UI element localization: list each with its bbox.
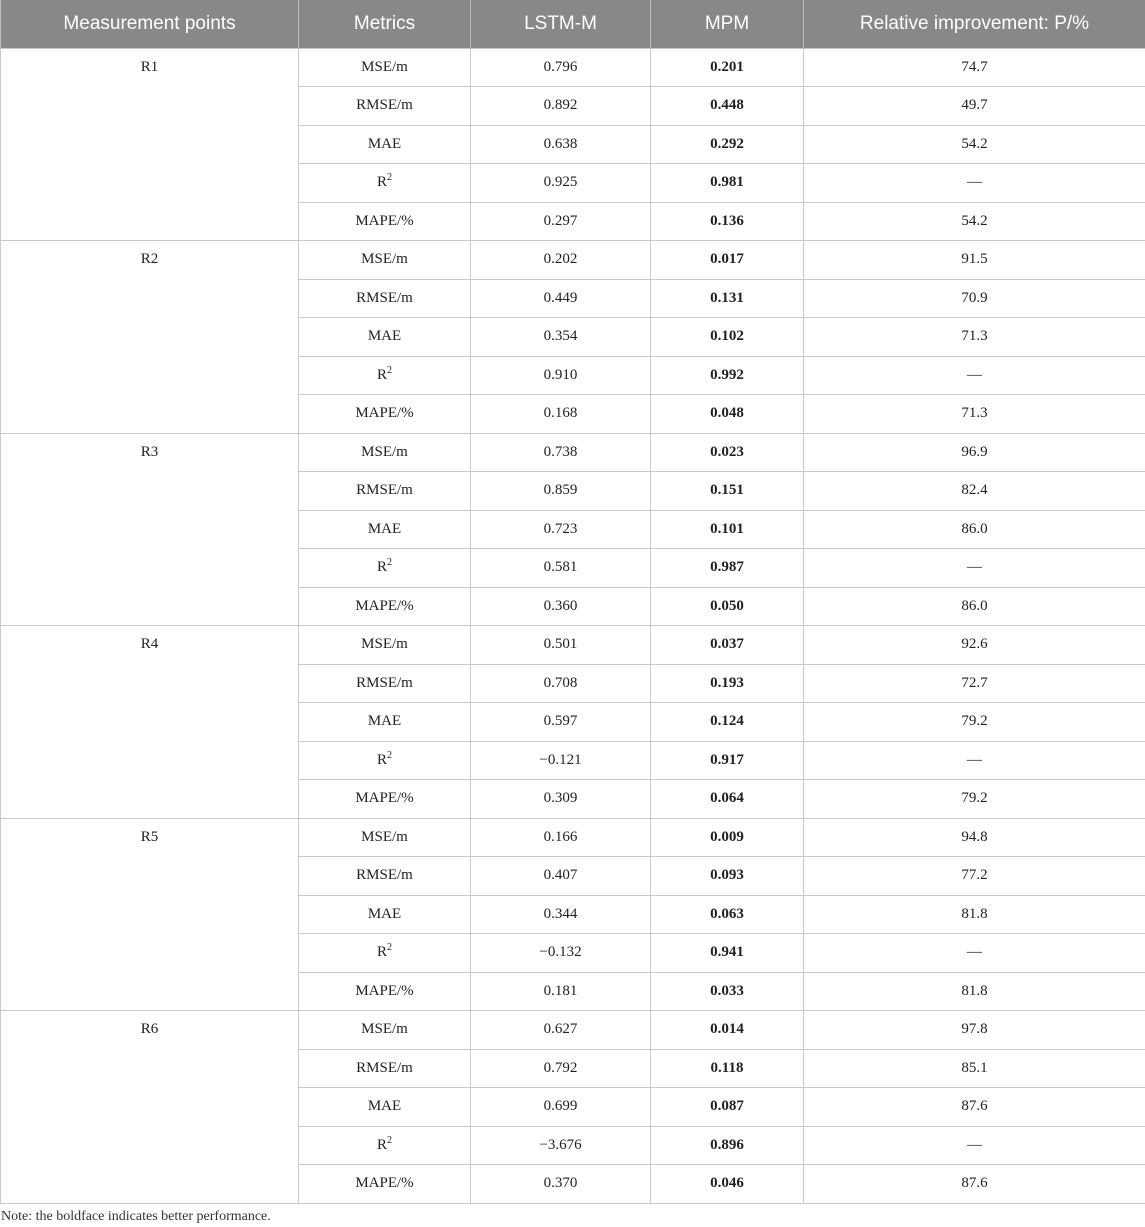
improvement-value-cell: 96.9 bbox=[804, 433, 1145, 472]
lstm-m-value-cell: 0.597 bbox=[471, 703, 651, 742]
metric-cell bbox=[299, 164, 471, 203]
metric-label: R bbox=[376, 751, 387, 768]
mpm-value-cell: 0.131 bbox=[651, 279, 804, 318]
measurement-point-cell: R2 bbox=[1, 241, 299, 434]
lstm-m-value-cell: 0.449 bbox=[471, 279, 651, 318]
improvement-value-cell: 70.9 bbox=[804, 279, 1145, 318]
metric-label: MAE bbox=[367, 520, 402, 537]
metric-cell bbox=[299, 510, 471, 549]
metric-cell bbox=[299, 1165, 471, 1204]
metric-label: R bbox=[376, 366, 387, 383]
metric-superscript: 2 bbox=[387, 364, 392, 376]
mpm-value-cell: 0.981 bbox=[651, 164, 804, 203]
mpm-value-cell: 0.050 bbox=[651, 587, 804, 626]
metric-cell bbox=[299, 549, 471, 588]
mpm-value-cell: 0.292 bbox=[651, 125, 804, 164]
improvement-value-cell: 77.2 bbox=[804, 857, 1145, 896]
metric-label: RMSE/m bbox=[356, 867, 413, 884]
metric-cell bbox=[299, 472, 471, 511]
metric-label: MAPE/% bbox=[355, 405, 414, 422]
lstm-m-value-cell: 0.892 bbox=[471, 87, 651, 126]
mpm-value-cell: 0.101 bbox=[651, 510, 804, 549]
metric-cell bbox=[299, 895, 471, 934]
lstm-m-value-cell: 0.309 bbox=[471, 780, 651, 819]
lstm-m-value-cell: 0.370 bbox=[471, 1165, 651, 1204]
header-mpm: MPM bbox=[651, 0, 804, 48]
table-row bbox=[1, 818, 1145, 857]
table-row bbox=[1, 433, 1145, 472]
metric-label: MAPE/% bbox=[355, 597, 414, 614]
header-row bbox=[1, 0, 1145, 48]
mpm-value-cell: 0.917 bbox=[651, 741, 804, 780]
improvement-value-cell: 81.8 bbox=[804, 895, 1145, 934]
lstm-m-value-cell: 0.501 bbox=[471, 626, 651, 665]
improvement-value-cell: 71.3 bbox=[804, 395, 1145, 434]
lstm-m-value-cell: 0.910 bbox=[471, 356, 651, 395]
improvement-value-cell: — bbox=[804, 934, 1145, 973]
lstm-m-value-cell: −0.132 bbox=[471, 934, 651, 973]
metric-cell bbox=[299, 241, 471, 280]
mpm-value-cell: 0.017 bbox=[651, 241, 804, 280]
metric-cell bbox=[299, 1126, 471, 1165]
mpm-value-cell: 0.987 bbox=[651, 549, 804, 588]
lstm-m-value-cell: −3.676 bbox=[471, 1126, 651, 1165]
measurement-point-cell: R6 bbox=[1, 1011, 299, 1204]
metric-superscript: 2 bbox=[387, 942, 392, 954]
mpm-value-cell: 0.193 bbox=[651, 664, 804, 703]
improvement-value-cell: 82.4 bbox=[804, 472, 1145, 511]
metric-label: MAPE/% bbox=[355, 212, 414, 229]
metric-cell bbox=[299, 1088, 471, 1127]
metric-label: MAE bbox=[367, 1098, 402, 1115]
improvement-value-cell: — bbox=[804, 356, 1145, 395]
improvement-value-cell: 91.5 bbox=[804, 241, 1145, 280]
lstm-m-value-cell: −0.121 bbox=[471, 741, 651, 780]
mpm-value-cell: 0.046 bbox=[651, 1165, 804, 1204]
metric-label: MAPE/% bbox=[355, 1175, 414, 1192]
metric-cell bbox=[299, 356, 471, 395]
improvement-value-cell: 71.3 bbox=[804, 318, 1145, 357]
mpm-value-cell: 0.992 bbox=[651, 356, 804, 395]
table-body bbox=[1, 48, 1145, 1203]
metric-label: RMSE/m bbox=[356, 289, 413, 306]
improvement-value-cell: 81.8 bbox=[804, 972, 1145, 1011]
metric-superscript: 2 bbox=[387, 172, 392, 184]
improvement-value-cell: 97.8 bbox=[804, 1011, 1145, 1050]
lstm-m-value-cell: 0.166 bbox=[471, 818, 651, 857]
metric-cell bbox=[299, 741, 471, 780]
mpm-value-cell: 0.064 bbox=[651, 780, 804, 819]
metric-cell bbox=[299, 395, 471, 434]
improvement-value-cell: 74.7 bbox=[804, 48, 1145, 87]
lstm-m-value-cell: 0.708 bbox=[471, 664, 651, 703]
lstm-m-value-cell: 0.360 bbox=[471, 587, 651, 626]
improvement-value-cell: — bbox=[804, 164, 1145, 203]
improvement-value-cell: 79.2 bbox=[804, 780, 1145, 819]
metric-label: RMSE/m bbox=[356, 482, 413, 499]
metric-label: MSE/m bbox=[361, 636, 408, 653]
table-row bbox=[1, 626, 1145, 665]
mpm-value-cell: 0.087 bbox=[651, 1088, 804, 1127]
metric-cell bbox=[299, 87, 471, 126]
mpm-value-cell: 0.151 bbox=[651, 472, 804, 511]
lstm-m-value-cell: 0.344 bbox=[471, 895, 651, 934]
table-row bbox=[1, 241, 1145, 280]
metric-label: R bbox=[376, 559, 387, 576]
mpm-value-cell: 0.896 bbox=[651, 1126, 804, 1165]
lstm-m-value-cell: 0.796 bbox=[471, 48, 651, 87]
lstm-m-value-cell: 0.699 bbox=[471, 1088, 651, 1127]
metric-label: MSE/m bbox=[361, 1021, 408, 1038]
improvement-value-cell: 92.6 bbox=[804, 626, 1145, 665]
metric-label: RMSE/m bbox=[356, 674, 413, 691]
mpm-value-cell: 0.048 bbox=[651, 395, 804, 434]
lstm-m-value-cell: 0.407 bbox=[471, 857, 651, 896]
mpm-value-cell: 0.009 bbox=[651, 818, 804, 857]
metric-label: MAE bbox=[367, 135, 402, 152]
lstm-m-value-cell: 0.638 bbox=[471, 125, 651, 164]
header-lstm-m: LSTM-M bbox=[471, 0, 651, 48]
lstm-m-value-cell: 0.202 bbox=[471, 241, 651, 280]
metric-cell bbox=[299, 318, 471, 357]
mpm-value-cell: 0.102 bbox=[651, 318, 804, 357]
metric-label: MAE bbox=[367, 328, 402, 345]
metric-cell bbox=[299, 1049, 471, 1088]
metric-cell bbox=[299, 664, 471, 703]
measurement-point-cell: R5 bbox=[1, 818, 299, 1011]
measurement-point-cell: R1 bbox=[1, 48, 299, 241]
improvement-value-cell: 79.2 bbox=[804, 703, 1145, 742]
lstm-m-value-cell: 0.738 bbox=[471, 433, 651, 472]
mpm-value-cell: 0.093 bbox=[651, 857, 804, 896]
mpm-value-cell: 0.023 bbox=[651, 433, 804, 472]
lstm-m-value-cell: 0.925 bbox=[471, 164, 651, 203]
improvement-value-cell: 86.0 bbox=[804, 510, 1145, 549]
mpm-value-cell: 0.063 bbox=[651, 895, 804, 934]
mpm-value-cell: 0.136 bbox=[651, 202, 804, 241]
metric-cell bbox=[299, 972, 471, 1011]
header-metrics: Metrics bbox=[299, 0, 471, 48]
metric-cell bbox=[299, 818, 471, 857]
improvement-value-cell: — bbox=[804, 741, 1145, 780]
metric-cell bbox=[299, 125, 471, 164]
metric-label: RMSE/m bbox=[356, 1059, 413, 1076]
metric-label: MAPE/% bbox=[355, 982, 414, 999]
metric-cell bbox=[299, 626, 471, 665]
mpm-value-cell: 0.124 bbox=[651, 703, 804, 742]
mpm-value-cell: 0.118 bbox=[651, 1049, 804, 1088]
metric-label: MAPE/% bbox=[355, 790, 414, 807]
metric-label: R bbox=[376, 174, 387, 191]
metric-label: MAE bbox=[367, 905, 402, 922]
metric-label: RMSE/m bbox=[356, 97, 413, 114]
lstm-m-value-cell: 0.181 bbox=[471, 972, 651, 1011]
metric-label: MSE/m bbox=[361, 828, 408, 845]
improvement-value-cell: 94.8 bbox=[804, 818, 1145, 857]
lstm-m-value-cell: 0.581 bbox=[471, 549, 651, 588]
metric-cell bbox=[299, 587, 471, 626]
mpm-value-cell: 0.033 bbox=[651, 972, 804, 1011]
improvement-value-cell: 85.1 bbox=[804, 1049, 1145, 1088]
metric-label: MSE/m bbox=[361, 443, 408, 460]
improvement-value-cell: — bbox=[804, 549, 1145, 588]
metric-superscript: 2 bbox=[387, 749, 392, 761]
metric-cell bbox=[299, 934, 471, 973]
metric-cell bbox=[299, 703, 471, 742]
header-measurement-points: Measurement points bbox=[1, 0, 299, 48]
metric-cell bbox=[299, 857, 471, 896]
lstm-m-value-cell: 0.168 bbox=[471, 395, 651, 434]
improvement-value-cell: 86.0 bbox=[804, 587, 1145, 626]
metric-label: MSE/m bbox=[361, 58, 408, 75]
lstm-m-value-cell: 0.354 bbox=[471, 318, 651, 357]
header-relative-improvement: Relative improvement: P/% bbox=[804, 0, 1145, 48]
lstm-m-value-cell: 0.297 bbox=[471, 202, 651, 241]
mpm-value-cell: 0.448 bbox=[651, 87, 804, 126]
metric-superscript: 2 bbox=[387, 557, 392, 569]
metric-cell bbox=[299, 780, 471, 819]
mpm-value-cell: 0.201 bbox=[651, 48, 804, 87]
metric-cell bbox=[299, 279, 471, 318]
mpm-value-cell: 0.014 bbox=[651, 1011, 804, 1050]
lstm-m-value-cell: 0.627 bbox=[471, 1011, 651, 1050]
improvement-value-cell: 49.7 bbox=[804, 87, 1145, 126]
metric-label: MSE/m bbox=[361, 251, 408, 268]
mpm-value-cell: 0.037 bbox=[651, 626, 804, 665]
table-header bbox=[1, 0, 1145, 48]
metric-label: R bbox=[376, 944, 387, 961]
metric-cell bbox=[299, 1011, 471, 1050]
improvement-value-cell: 72.7 bbox=[804, 664, 1145, 703]
metric-cell bbox=[299, 433, 471, 472]
improvement-value-cell: 87.6 bbox=[804, 1165, 1145, 1204]
table-row bbox=[1, 1011, 1145, 1050]
lstm-m-value-cell: 0.723 bbox=[471, 510, 651, 549]
metric-cell bbox=[299, 202, 471, 241]
table-row bbox=[1, 48, 1145, 87]
improvement-value-cell: 54.2 bbox=[804, 202, 1145, 241]
metric-label: MAE bbox=[367, 713, 402, 730]
measurement-point-cell: R3 bbox=[1, 433, 299, 626]
lstm-m-value-cell: 0.859 bbox=[471, 472, 651, 511]
metric-label: R bbox=[376, 1136, 387, 1153]
improvement-value-cell: 87.6 bbox=[804, 1088, 1145, 1127]
table-note: Note: the boldface indicates better performance. bbox=[1, 1209, 271, 1224]
mpm-value-cell: 0.941 bbox=[651, 934, 804, 973]
improvement-value-cell: — bbox=[804, 1126, 1145, 1165]
improvement-value-cell: 54.2 bbox=[804, 125, 1145, 164]
lstm-m-value-cell: 0.792 bbox=[471, 1049, 651, 1088]
metric-cell bbox=[299, 48, 471, 87]
measurement-point-cell: R4 bbox=[1, 626, 299, 819]
metric-superscript: 2 bbox=[387, 1134, 392, 1146]
